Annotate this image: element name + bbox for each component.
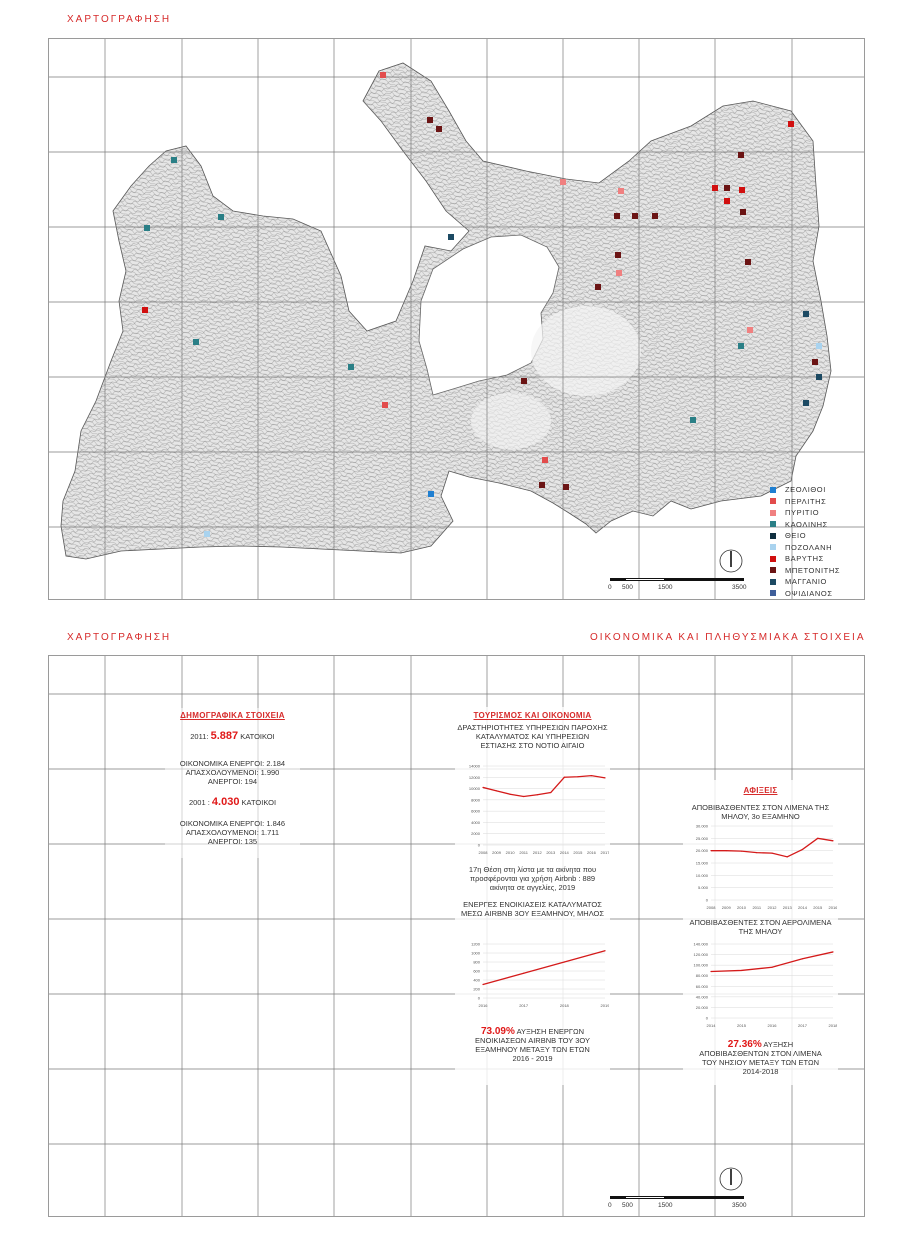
airbnb-note2: προσφέρονται για χρήση Airbnb : 889 — [469, 874, 596, 883]
arrivals-sub2: ΜΗΛΟΥ, 3ο ΕΞΑΜΗΝΟ — [721, 812, 800, 821]
x-tick-label: 2011 — [519, 850, 528, 855]
y-tick-label: 1200 — [471, 941, 480, 947]
port-growth-l4: 2014-2018 — [742, 1067, 779, 1076]
y-tick-label: 10000 — [468, 786, 480, 792]
arrivals-sub1: ΑΠΟΒΙΒΑΣΘΕΝΤΕΣ ΣΤΟΝ ΛΙΜΕΝΑ ΤΗΣ — [691, 803, 830, 812]
airbnb-growth-l2: ΕΝΟΙΚΙΑΣΕΩΝ AIRBNB ΤΟΥ 3ΟΥ — [475, 1036, 590, 1045]
legend-label: ΜΠΕΤΟΝΙΤΗΣ — [785, 565, 841, 575]
legend-item — [770, 553, 840, 565]
y-tick-label: 0 — [705, 897, 708, 903]
scale-label-500: 500 — [622, 1202, 633, 1209]
x-tick-label: 2015 — [573, 850, 583, 855]
chart-airbnb — [457, 940, 609, 1015]
data-point — [802, 958, 803, 959]
y-tick-label: 800 — [473, 959, 480, 965]
data-point — [741, 970, 742, 971]
airbnb-growth-l4: 2016 - 2019 — [512, 1054, 553, 1063]
y-tick-label: 140.000 — [693, 941, 708, 947]
legend-swatch — [770, 487, 776, 493]
north-arrow-icon — [718, 548, 744, 574]
x-tick-label: 2012 — [767, 905, 777, 910]
y-tick-label: 80.000 — [695, 973, 708, 979]
legend-item — [770, 588, 840, 600]
port-growth-value: 27.36% — [727, 1039, 762, 1050]
scale-label-1500: 1500 — [658, 584, 673, 591]
stats-2001-l1: ΟΙΚΟΝΟΜΙΚΑ ΕΝΕΡΓΟΙ: 1.846 — [179, 819, 286, 828]
scale-label-0: 0 — [608, 1202, 612, 1209]
y-tick-label: 15.000 — [695, 860, 708, 866]
port-growth-l3: ΤΟΥ ΝΗΣΙΟΥ ΜΕΤΑΞΥ ΤΩΝ ΕΤΩΝ — [701, 1058, 820, 1067]
north-arrow-icon — [718, 1166, 744, 1192]
x-tick-label: 2010 — [737, 905, 746, 910]
x-tick-label: 2008 — [706, 905, 716, 910]
stats-2011-l3: ΑΝΕΡΓΟΙ: 194 — [207, 777, 258, 786]
data-point — [496, 790, 497, 791]
legend-swatch — [770, 579, 776, 585]
legend-item — [770, 507, 840, 519]
data-point — [482, 984, 483, 985]
demographics-panel — [165, 708, 300, 858]
series-line — [711, 838, 833, 857]
legend-swatch — [770, 590, 776, 596]
data-point — [523, 973, 524, 974]
x-tick-label: 2015 — [813, 905, 823, 910]
arrivals-sub3: ΑΠΟΒΙΒΑΣΘΕΝΤΕΣ ΣΤΟΝ ΑΕΡΟΛΙΜΕΝΑ — [689, 918, 832, 927]
population-2011 — [165, 732, 300, 741]
chart-port-arrivals — [685, 822, 837, 917]
tourism-title: ΤΟΥΡΙΣΜΟΣ ΚΑΙ ΟΙΚΟΝΟΜΙΑ — [473, 711, 592, 720]
y-tick-label: 0 — [477, 842, 480, 848]
x-tick-label: 2009 — [492, 850, 502, 855]
airbnb-growth — [455, 1027, 610, 1036]
x-tick-label: 2011 — [752, 905, 762, 910]
legend-label: ΒΑΡΥΤΗΣ — [785, 554, 824, 564]
x-tick-label: 2013 — [546, 850, 556, 855]
data-point — [710, 850, 711, 851]
scale-label-500: 500 — [622, 584, 633, 591]
top-legend — [770, 484, 840, 599]
data-point — [510, 794, 511, 795]
airbnb-sub4: ΕΝΕΡΓΕΣ ΕΝΟΙΚΙΑΣΕΙΣ ΚΑΤΑΛΥΜΑΤΟΣ — [463, 900, 602, 909]
stats-2011-l1: ΟΙΚΟΝΟΜΙΚΑ ΕΝΕΡΓΟΙ: 2.184 — [179, 759, 286, 768]
legend-swatch — [770, 510, 776, 516]
y-tick-label: 25.000 — [695, 835, 708, 841]
y-tick-label: 20.000 — [695, 1004, 708, 1010]
data-point — [771, 967, 772, 968]
x-tick-label: 2015 — [737, 1023, 746, 1028]
y-tick-label: 0 — [705, 1015, 708, 1021]
y-tick-label: 20.000 — [695, 848, 708, 854]
data-point — [787, 856, 788, 857]
y-tick-label: 14000 — [468, 763, 480, 769]
y-tick-label: 4000 — [471, 819, 480, 825]
legend-swatch — [770, 533, 776, 539]
data-point — [832, 840, 833, 841]
airbnb-note1: 17η Θέση στη λίστα με τα ακίνητα που — [468, 865, 597, 874]
data-point — [604, 950, 605, 951]
series-line — [483, 951, 605, 985]
residents-label: ΚΑΤΟΙΚΟΙ — [240, 732, 275, 741]
population-2001-value: 4.030 — [211, 796, 240, 808]
y-tick-label: 400 — [473, 977, 480, 983]
y-tick-label: 30.000 — [695, 823, 708, 829]
scale-label-3500: 3500 — [732, 1202, 747, 1209]
x-tick-label: 2014 — [798, 905, 807, 910]
year-2001-label: 2001 : — [188, 798, 210, 807]
port-growth — [683, 1040, 838, 1049]
data-point — [564, 961, 565, 962]
y-tick-label: 6000 — [471, 808, 480, 814]
legend-item — [770, 542, 840, 554]
port-growth-l2: ΑΠΟΒΙΒΑΣΘΕΝΤΩΝ ΣΤΟΝ ΛΙΜΕΝΑ — [699, 1049, 822, 1058]
x-tick-label: 2016 — [767, 1023, 777, 1028]
stats-2011-l2: ΑΠΑΣΧΟΛΟΥΜΕΝΟΙ: 1.990 — [185, 768, 280, 777]
bottom-header-left: ΧΑΡΤΟΓΡΑΦΗΣΗ — [67, 632, 172, 643]
x-tick-label: 2013 — [782, 905, 792, 910]
chart-accommodation — [457, 762, 609, 862]
x-tick-label: 2012 — [532, 850, 542, 855]
y-tick-label: 120.000 — [693, 952, 708, 958]
year-2011-label: 2011: — [190, 732, 209, 741]
y-tick-label: 600 — [473, 968, 480, 974]
data-point — [756, 852, 757, 853]
legend-swatch — [770, 498, 776, 504]
legend-item — [770, 530, 840, 542]
tourism-sub1: ΔΡΑΣΤΗΡΙΟΤΗΤΕΣ ΥΠΗΡΕΣΙΩΝ ΠΑΡΟΧΗΣ — [457, 723, 608, 732]
data-point — [591, 775, 592, 776]
data-point — [802, 849, 803, 850]
x-tick-label: 2014 — [706, 1023, 716, 1028]
series-line — [483, 776, 605, 797]
y-tick-label: 100.000 — [693, 962, 708, 968]
x-tick-label: 2018 — [559, 1003, 569, 1008]
bottom-header-right: ΟΙΚΟΝΟΜΙΚΑ ΚΑΙ ΠΛΗΘΥΣΜΙΑΚΑ ΣΤΟΙΧΕΙΑ — [590, 632, 866, 643]
legend-swatch — [770, 544, 776, 550]
port-growth-label: ΑΥΞΗΣΗ — [763, 1040, 794, 1049]
legend-label: ΜΑΓΓΑΝΙΟ — [785, 577, 827, 587]
legend-swatch — [770, 567, 776, 573]
y-tick-label: 0 — [477, 995, 480, 1001]
legend-label: ΖΕΟΛΙΘΟΙ — [785, 485, 826, 495]
airbnb-note3: ακίνητα σε αγγελίες, 2019 — [489, 883, 576, 892]
data-point — [817, 838, 818, 839]
population-2001 — [165, 798, 300, 807]
x-tick-label: 2019 — [600, 1003, 609, 1008]
legend-item — [770, 484, 840, 496]
data-point — [832, 951, 833, 952]
x-tick-label: 2014 — [559, 850, 569, 855]
top-map — [49, 39, 864, 599]
legend-item — [770, 576, 840, 588]
x-tick-label: 2016 — [586, 850, 596, 855]
stats-2001-l2: ΑΠΑΣΧΟΛΟΥΜΕΝΟΙ: 1.711 — [185, 828, 280, 837]
chart-airport-arrivals — [685, 940, 837, 1035]
airbnb-growth-value: 73.09% — [480, 1026, 515, 1037]
legend-item — [770, 496, 840, 508]
arrivals-sub4: ΤΗΣ ΜΗΛΟΥ — [738, 927, 783, 936]
y-tick-label: 200 — [473, 986, 480, 992]
legend-label: ΘΕΙΟ — [785, 531, 807, 541]
scale-label-0: 0 — [608, 584, 612, 591]
legend-item — [770, 565, 840, 577]
tourism-sub2: ΚΑΤΑΛΥΜΑΤΟΣ ΚΑΙ ΥΠΗΡΕΣΙΩΝ — [475, 732, 590, 741]
data-point — [537, 794, 538, 795]
x-tick-label: 2016 — [828, 905, 837, 910]
legend-label: ΠΟΖΟΛΑΝΗ — [785, 542, 833, 552]
x-tick-label: 2018 — [828, 1023, 837, 1028]
x-tick-label: 2016 — [478, 1003, 488, 1008]
data-point — [482, 787, 483, 788]
y-tick-label: 12000 — [468, 774, 480, 780]
data-point — [710, 971, 711, 972]
y-tick-label: 10.000 — [695, 872, 708, 878]
scale-label-1500: 1500 — [658, 1202, 673, 1209]
data-point — [523, 796, 524, 797]
legend-label: ΟΨΙΔΙΑΝΟΣ — [785, 588, 833, 598]
airbnb-growth-label: ΑΥΞΗΣΗ ΕΝΕΡΓΩΝ — [516, 1027, 585, 1036]
demographics-title: ΔΗΜΟΓΡΑΦΙΚΑ ΣΤΟΙΧΕΙΑ — [180, 711, 285, 720]
y-tick-label: 5.000 — [697, 885, 708, 891]
data-point — [577, 776, 578, 777]
x-tick-label: 2017 — [600, 850, 609, 855]
data-point — [726, 850, 727, 851]
top-scale-bar — [610, 578, 745, 598]
x-tick-label: 2010 — [505, 850, 515, 855]
x-tick-label: 2017 — [798, 1023, 807, 1028]
data-point — [604, 777, 605, 778]
x-tick-label: 2017 — [519, 1003, 529, 1008]
data-point — [564, 777, 565, 778]
y-tick-label: 60.000 — [695, 983, 708, 989]
legend-swatch — [770, 556, 776, 562]
airbnb-sub5: ΜΕΣΩ AIRBNB 3ΟΥ ΕΞΑΜΗΝΟΥ, ΜΗΛΟΣ — [460, 909, 605, 918]
top-header: ΧΑΡΤΟΓΡΑΦΗΣΗ — [67, 14, 172, 25]
legend-swatch — [770, 521, 776, 527]
scale-label-3500: 3500 — [732, 584, 747, 591]
airbnb-growth-l3: ΕΞΑΜΗΝΟΥ ΜΕΤΑΞΥ ΤΩΝ ΕΤΩΝ — [475, 1045, 590, 1054]
y-tick-label: 2000 — [471, 831, 480, 837]
stats-2001-l3: ΑΝΕΡΓΟΙ: 135 — [207, 837, 258, 846]
bottom-scale-bar — [610, 1196, 745, 1216]
data-point — [550, 792, 551, 793]
legend-label: ΠΥΡΙΤΙΟ — [785, 508, 820, 518]
data-point — [771, 853, 772, 854]
residents-label: ΚΑΤΟΙΚΟΙ — [241, 798, 277, 807]
y-tick-label: 1000 — [471, 950, 480, 956]
tourism-sub3: ΕΣΤΙΑΣΗΣ ΣΤΟ ΝΟΤΙΟ ΑΙΓΑΙΟ — [480, 741, 585, 750]
y-tick-label: 40.000 — [695, 994, 708, 1000]
legend-label: ΠΕΡΛΙΤΗΣ — [785, 496, 827, 506]
y-tick-label: 8000 — [471, 797, 480, 803]
legend-item — [770, 519, 840, 531]
legend-label: ΚΑΟΛΙΝΗΣ — [785, 519, 828, 529]
x-tick-label: 2008 — [478, 850, 488, 855]
top-map-frame — [48, 38, 865, 600]
x-tick-label: 2009 — [721, 905, 731, 910]
data-point — [741, 851, 742, 852]
population-2011-value: 5.887 — [210, 730, 239, 742]
series-line — [711, 952, 833, 972]
arrivals-title: ΑΦΙΞΕΙΣ — [743, 786, 778, 795]
